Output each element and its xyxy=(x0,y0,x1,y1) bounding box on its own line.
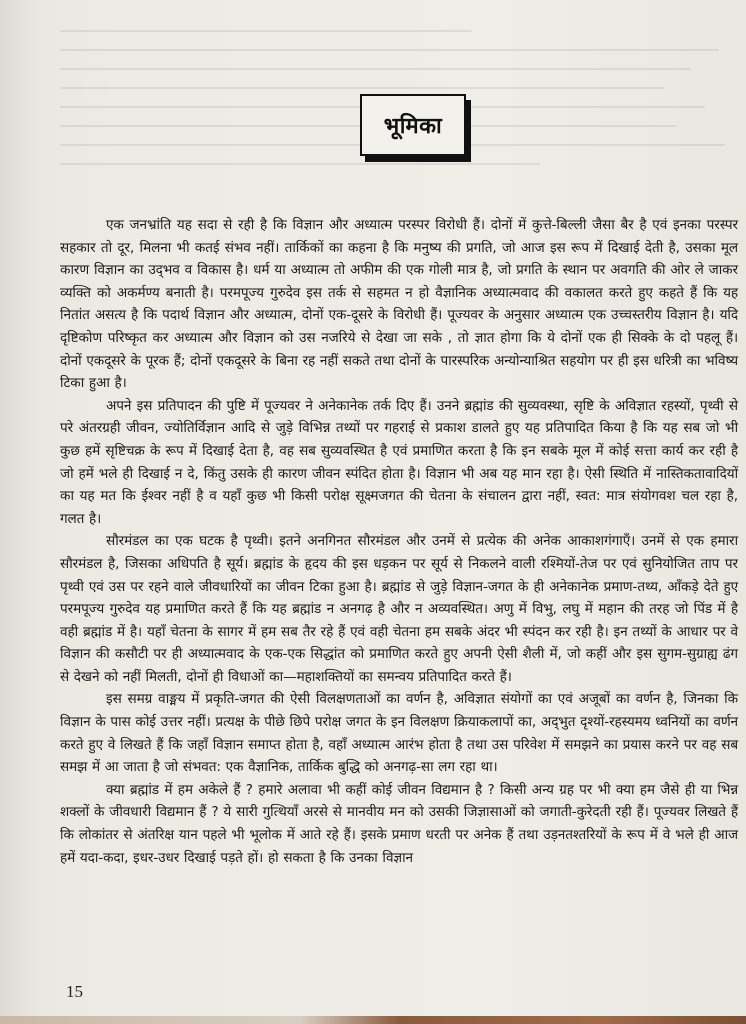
paragraph: अपने इस प्रतिपादन की पुष्टि में पूज्यवर ने अनेकानेक तर्क दिए हैं। उनने ब्रह्मांड की सुव्यवस्था, सृष्टि के अविज्ञात रहस्यों, पृथ्वी से परे अंतरग्रही जीवन, ज्योतिर्विज्ञान आदि से जुड़े विभिन्न तथ्यों पर गहराई से प्रकाश डालते हुए यह प्रतिपादित किया है कि यह सब जो भी कुछ हमें सृष्टिचक्र के रूप में दिखाई देता है, वह सब सुव्यवस्थित है एवं प्रमाणित करता है कि इन सबके मूल में कोई सत्ता कार्य कर रही है जो हमें भले ही दिखाई न दे, किंतु उसके ही कारण जीवन स्पंदित होता है। विज्ञान भी अब यह मान रहा है। ऐसी स्थिति में नास्तिकतावादियों का यह मत कि ईश्वर नहीं है व यहाँ कुछ भी किसी परोक्ष सूक्ष्मजगत की चेतना के संचालन द्वारा नहीं, स्वत: मात्र संयोगवश चल रहा है, गलत है। xyxy=(60,397,738,527)
paragraph: इस समग्र वाङ्मय में प्रकृति-जगत की ऐसी विलक्षणताओं का वर्णन है, अविज्ञात संयोगों का एवं अजूबों का वर्णन है, जिनका कि विज्ञान के पास कोई उत्तर नहीं। प्रत्यक्ष के पीछे छिपे परोक्ष जगत के इन विलक्षण क्रियाकलापों का, अद्‌भुत दृश्यों-रहस्यमय ध्वनियों का वर्णन करते हुए वे लिखते हैं कि जहाँ विज्ञान समाप्त होता है, वहाँ अध्यात्म आरंभ होता है तथा उस परिवेश में समझने का प्रयास करने पर वह सब समझ में आ जाता है जो संभवत: एक वैज्ञानिक, तार्किक बुद्धि को अनगढ़-सा लग रहा था। xyxy=(60,691,738,776)
paragraph: सौरमंडल का एक घटक है पृथ्वी। इतने अनगिनत सौरमंडल और उनमें से प्रत्येक की अनेक आकाशगंगाएँ। उनमें से एक हमारा सौरमंडल है, जिसका अधिपति है सूर्य। ब्रह्मांड के हृदय की इस धड़कन पर सूर्य से निकलने वाली रश्मियों-तेज पर एवं सुनियोजित ताप पर पृथ्वी एवं उस पर रहने वाले जीवधारियों का जीवन टिका हुआ है। ब्रह्मांड से जुड़े विज्ञान-जगत के ही अनेकानेक प्रमाण-तथ्य, आँकड़े देते हुए परमपूज्य गुरुदेव यह प्रमाणित करते हैं कि यह ब्रह्मांड न अनगढ़ है और न अव्यवस्थित। अणु में विभु, लघु में महान की तरह जो पिंड में है वही ब्रह्मांड में है। यहाँ चेतना के सागर में हम सब तैर रहे हैं एवं वही चेतना हम सबके अंदर भी स्पंदन कर रही है। इन तथ्यों के आधार पर वे विज्ञान की कसौटी पर ही अध्यात्मवाद के एक-एक सिद्धांत को प्रमाणित करते हुए अपनी ऐसी शैली में, जो कहीं और इस सुगम-सुग्राह्य ढंग से देखने को नहीं मिलती, दोनों ही विधाओं का—महाशक्तियों का समन्वय प्रतिपादित करते हैं। xyxy=(60,533,738,685)
page-number: 15 xyxy=(66,982,83,1001)
chapter-title-box xyxy=(360,94,466,156)
paragraph: एक जनभ्रांति यह सदा से रही है कि विज्ञान और अध्यात्म परस्पर विरोधी हैं। दोनों में कुत्ते-बिल्ली जैसा बैर है एवं इनका परस्पर सहकार तो दूर, मिलना भी कतई संभव नहीं। तार्किकों का कहना है कि मनुष्य की प्रगति, जो आज इस रूप में दिखाई देती है, उसका मूल कारण विज्ञान का उद्‌भव व विकास है। धर्म या अध्यात्म तो अफीम की एक गोली मात्र है, जो प्रगति के स्थान पर अवगति की ओर ले जाकर व्यक्ति को अकर्मण्य बनाती है। परमपूज्य गुरुदेव इस तर्क से सहमत न हो वैज्ञानिक अध्यात्मवाद की वकालत करते हुए कहते हैं कि यह नितांत असत्य है कि पदार्थ विज्ञान और अध्यात्म, दोनों एक-दूसरे के विरोधी हैं। पूज्यवर के अनुसार अध्यात्म एक उच्चस्तरीय विज्ञान है। यदि दृष्टिकोण परिष्कृत कर अध्यात्म और विज्ञान को उस नजरिये से देखा जा सके , तो ज्ञात होगा कि ये दोनों एक ही सिक्के के दो पहलू हैं। दोनों एकदूसरे के पूरक हैं; दोनों एकदूसरे के बिना रह नहीं सकते तथा दोनों के पारस्परिक अन्योन्याश्रित सहयोग पर ही इस धरित्री का भविष्य टिका हुआ है। xyxy=(60,217,738,392)
body-text xyxy=(60,214,738,869)
chapter-title: भूमिका xyxy=(383,114,443,139)
table-surface-edge xyxy=(0,1016,746,1024)
paragraph: क्या ब्रह्मांड में हम अकेले हैं ? हमारे अलावा भी कहीं कोई जीवन विद्यमान है ? किसी अन्य ग्रह पर भी क्या हम जैसे ही या भिन्न शक्लों के जीवधारी विद्यमान हैं ? ये सारी गुत्थियाँ अरसे से मानवीय मन को उसकी जिज्ञासाओं को जगाती-कुरेदती रही हैं। पूज्यवर लिखते हैं कि लोकांतर से अंतरिक्ष यान पहले भी भूलोक में आते रहे हैं। इसके प्रमाण धरती पर अनेक हैं तथा उड़नतश्तरियों के रूप में वे भले ही आज हमें यदा-कदा, इधर-उधर दिखाई पड़ते हों। हो सकता है कि उनका विज्ञान xyxy=(60,781,738,866)
